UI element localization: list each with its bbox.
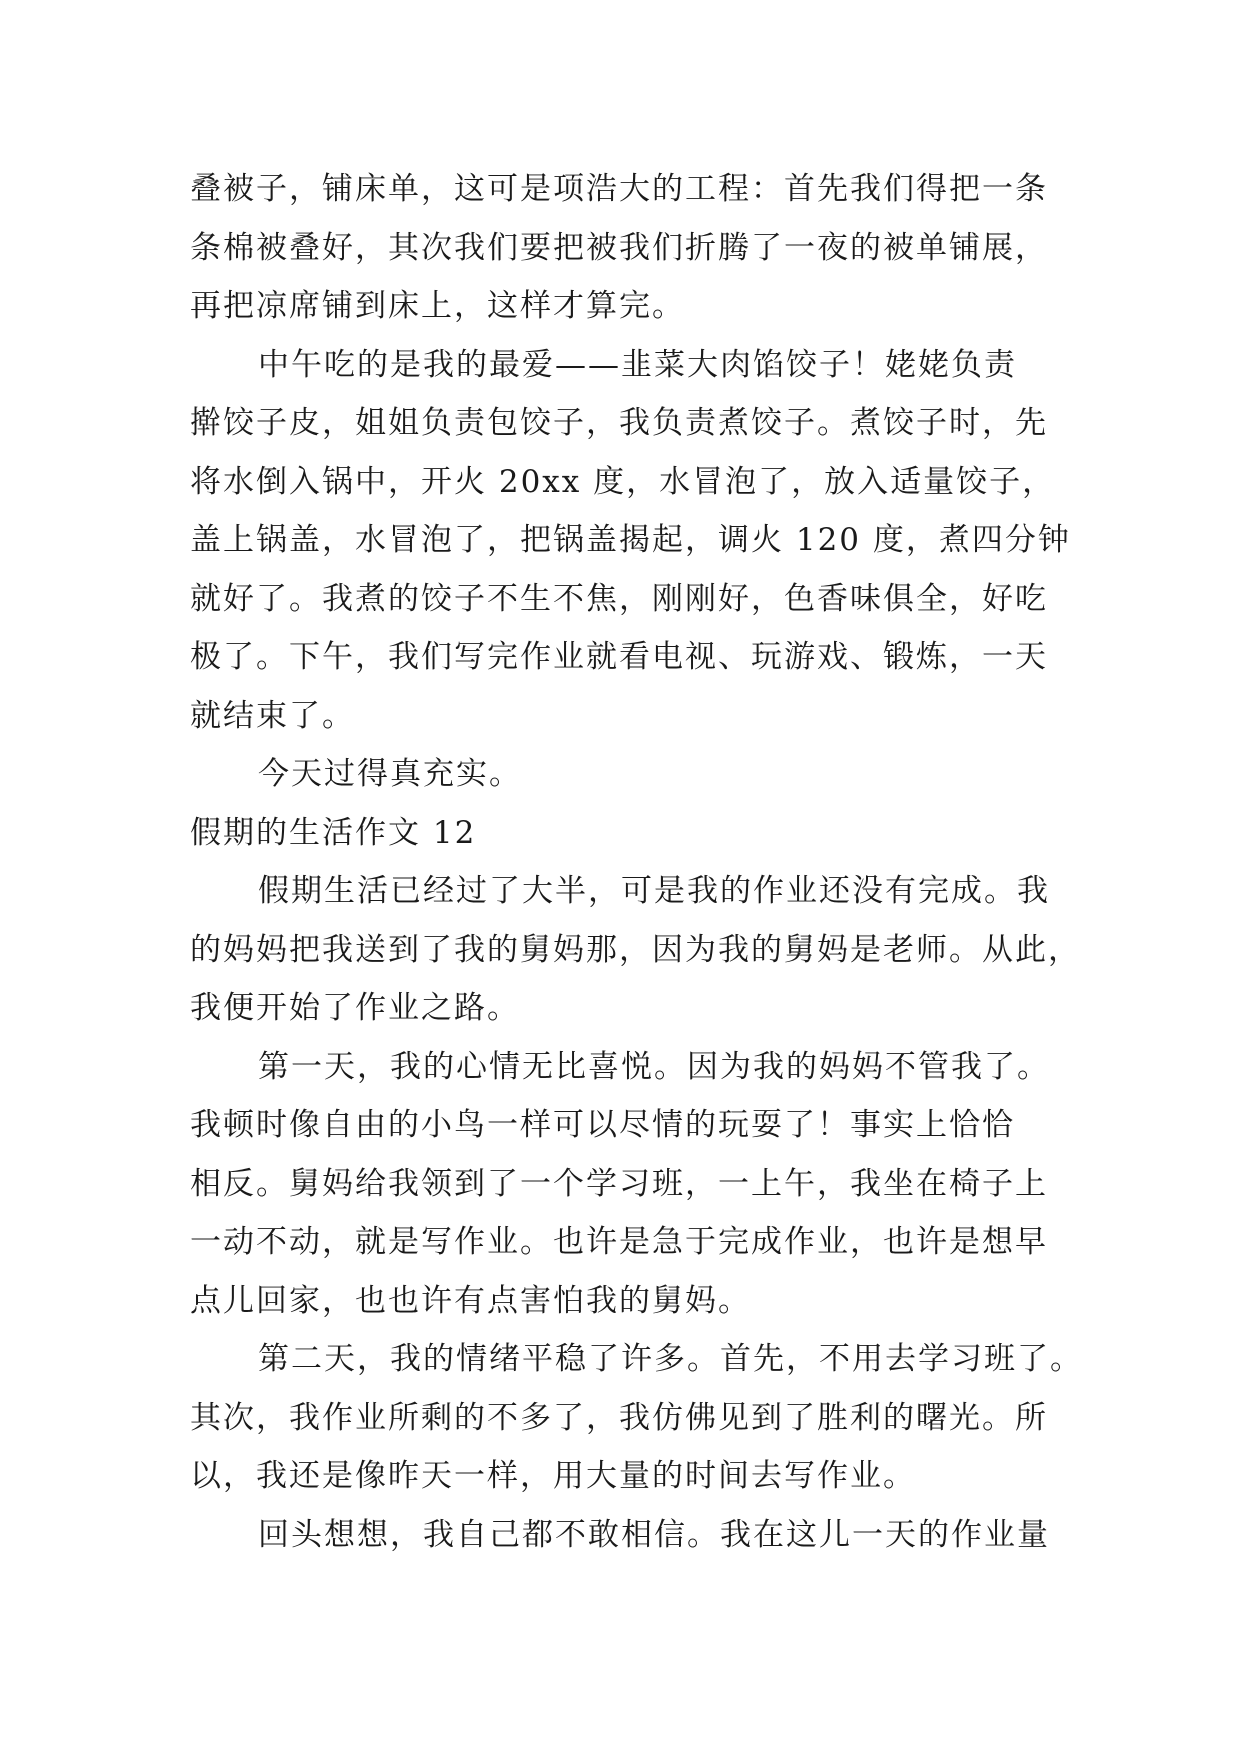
text-line: 就结束了。 xyxy=(190,697,355,734)
text-line: 假期生活已经过了大半，可是我的作业还没有完成。我 xyxy=(258,873,1050,909)
text-line: 盖上锅盖，水冒泡了，把锅盖揭起，调火 120 度，煮四分钟 xyxy=(190,522,1071,558)
text-line: 再把凉席铺到床上，这样才算完。 xyxy=(190,288,685,324)
text-line: 第二天，我的情绪平稳了许多。首先，不用去学习班了。 xyxy=(258,1341,1083,1377)
text-line: 的妈妈把我送到了我的舅妈那，因为我的舅妈是老师。从此， xyxy=(190,931,1081,968)
text-line: 就好了。我煮的饺子不生不焦，刚刚好，色香味俱全，好吃 xyxy=(190,580,1048,617)
text-line: 回头想想，我自己都不敢相信。我在这儿一天的作业量 xyxy=(258,1516,1050,1553)
section-heading: 假期的生活作文 12 xyxy=(190,814,477,851)
document-body xyxy=(190,160,1083,1564)
text-line: 条棉被叠好，其次我们要把被我们折腾了一夜的被单铺展， xyxy=(190,229,1048,266)
text-line: 将水倒入锅中，开火 20xx 度，水冒泡了，放入适量饺子， xyxy=(190,463,1056,500)
text-line: 叠被子，铺床单，这可是项浩大的工程：首先我们得把一条 xyxy=(190,171,1048,207)
text-line: 中午吃的是我的最爱——韭菜大肉馅饺子！姥姥负责 xyxy=(258,346,1017,383)
text-line: 我顿时像自由的小鸟一样可以尽情的玩耍了！事实上恰恰 xyxy=(190,1107,1015,1143)
text-line: 其次，我作业所剩的不多了，我仿佛见到了胜利的曙光。所 xyxy=(190,1399,1048,1436)
text-line: 极了。下午，我们写完作业就看电视、玩游戏、锻炼，一天 xyxy=(190,639,1048,675)
text-line: 以，我还是像昨天一样，用大量的时间去写作业。 xyxy=(190,1458,916,1494)
text-line: 一动不动，就是写作业。也许是急于完成作业，也许是想早 xyxy=(190,1224,1048,1260)
text-line: 点儿回家，也也许有点害怕我的舅妈。 xyxy=(190,1282,751,1319)
text-line: 相反。舅妈给我领到了一个学习班，一上午，我坐在椅子上 xyxy=(190,1165,1048,1202)
text-line: 今天过得真充实。 xyxy=(258,756,522,792)
text-line: 第一天，我的心情无比喜悦。因为我的妈妈不管我了。 xyxy=(258,1048,1050,1085)
text-line: 擀饺子皮，姐姐负责包饺子，我负责煮饺子。煮饺子时，先 xyxy=(190,405,1048,441)
text-line: 我便开始了作业之路。 xyxy=(190,990,520,1026)
